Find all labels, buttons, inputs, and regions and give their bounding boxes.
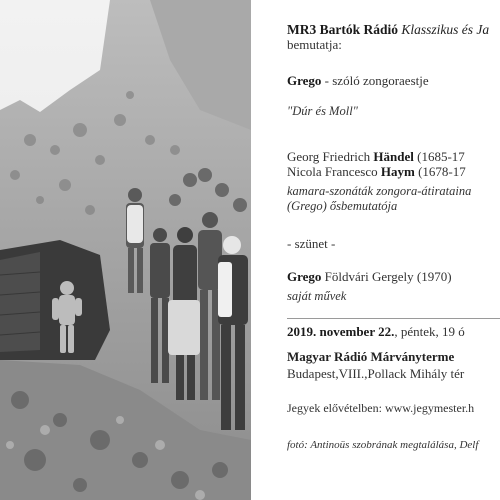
recital-subtitle: "Dúr és Moll" — [287, 104, 358, 118]
presents-text: bemutatja: — [287, 37, 342, 52]
recital-title — [287, 73, 429, 88]
composer-first-name: Nicola Francesco — [287, 164, 381, 179]
recital-suffix: - szóló zongoraestje — [321, 73, 429, 88]
composer-years: (1678-17 — [414, 164, 466, 179]
performer-full-name: Földvári Gergely (1970) — [321, 269, 452, 284]
day-time-text: , péntek, 19 ó — [394, 324, 465, 339]
event-date — [287, 324, 465, 339]
composer-first-name: Georg Friedrich — [287, 149, 374, 164]
composer-line — [287, 149, 465, 164]
composer-years: (1685-17 — [413, 149, 465, 164]
divider — [287, 318, 500, 319]
works-text: saját művek — [287, 289, 347, 303]
venue-address: Budapest,VIII.,Pollack Mihály tér — [287, 366, 465, 381]
composer-line — [287, 164, 466, 179]
performer-name: Grego — [287, 73, 322, 88]
performer-name: Grego — [287, 269, 322, 284]
photo-credit: fotó: Antinoüs szobrának megtalálása, Delf — [287, 439, 479, 451]
intermission-text: - szünet - — [287, 236, 336, 251]
composer-last-name: Händel — [373, 149, 414, 164]
composer-last-name: Haym — [380, 164, 415, 179]
description-line: kamara-szonáták zongora-átirataina — [287, 184, 472, 198]
station-name: MR3 Bartók Rádió — [287, 22, 398, 37]
second-part-title — [287, 269, 452, 284]
header-line — [287, 22, 489, 37]
venue-name: Magyar Rádió Márványterme — [287, 349, 455, 364]
description-line: (Grego) ősbemutatója — [287, 199, 398, 213]
ticket-info: Jegyek elővételben: www.jegymester.h — [287, 401, 475, 415]
date-text: 2019. november 22. — [287, 324, 395, 339]
program-name: Klasszikus és Ja — [401, 22, 490, 37]
event-details — [251, 0, 500, 500]
